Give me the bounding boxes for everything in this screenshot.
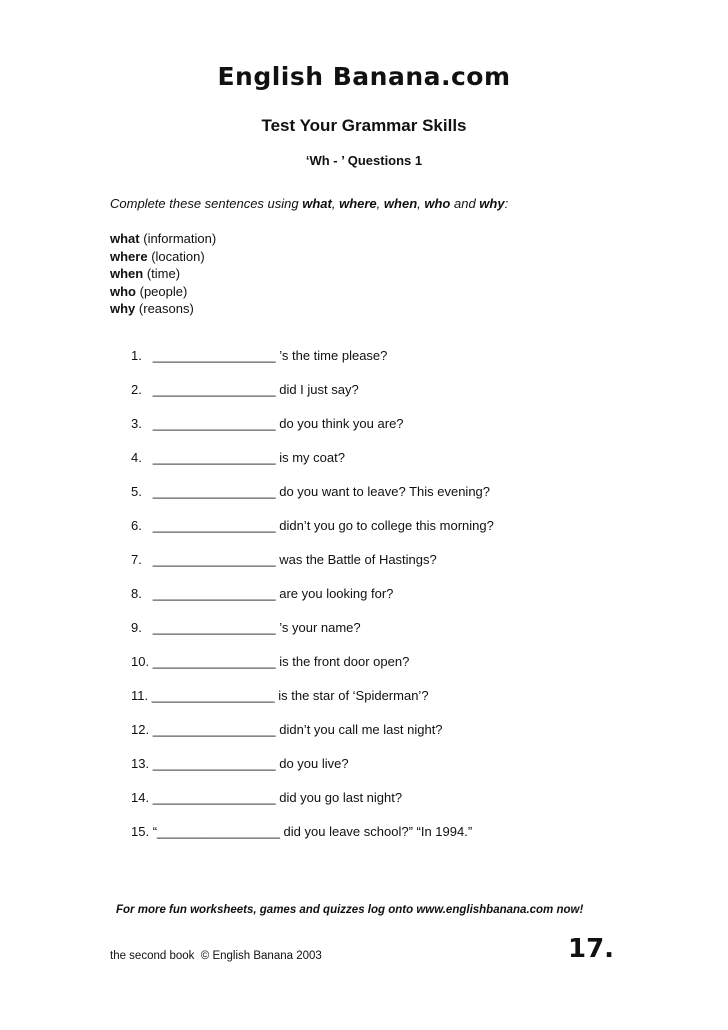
instructions-sep: , <box>376 196 384 211</box>
question-item <box>131 722 494 756</box>
answer-blank: _________________ <box>152 654 276 669</box>
question-number: 3. <box>131 416 153 431</box>
instructions-prefix: Complete these sentences using <box>110 196 303 211</box>
question-number: 10. <box>131 654 153 669</box>
key-row-who <box>110 283 216 301</box>
question-number: 5. <box>131 484 153 499</box>
page-subtitle: ‘Wh - ’ Questions 1 <box>305 153 423 168</box>
key-word: what <box>110 231 140 246</box>
instructions-suffix: : <box>504 196 509 211</box>
key-meaning: (reasons) <box>135 301 194 316</box>
question-item <box>131 450 494 484</box>
question-item <box>131 688 494 722</box>
answer-blank: _________________ <box>152 382 276 397</box>
question-text: are you looking for? <box>275 586 394 601</box>
question-text: was the Battle of Hastings? <box>275 552 437 567</box>
answer-blank: _________________ <box>152 518 276 533</box>
question-item <box>131 790 494 824</box>
key-word: where <box>110 248 148 264</box>
instructions-word-why: why <box>479 196 505 211</box>
instructions-sep: and <box>450 196 480 211</box>
answer-blank: _________________ <box>152 586 276 601</box>
question-item <box>131 518 494 552</box>
question-text: ’s the time please? <box>275 348 388 363</box>
question-item <box>131 586 494 620</box>
key-word: when <box>110 266 144 281</box>
question-item <box>131 416 494 450</box>
wh-word-key <box>110 230 216 318</box>
question-list <box>131 348 494 858</box>
footer-copyright: the second book © English Banana 2003 <box>110 950 322 962</box>
page-number: 17. <box>568 934 615 964</box>
answer-blank: _________________ <box>152 416 276 431</box>
question-number: 14. <box>131 790 153 805</box>
key-word: why <box>110 301 136 316</box>
instructions-word-where: where <box>339 196 377 211</box>
answer-blank: _________________ <box>152 722 276 737</box>
question-item <box>131 824 494 858</box>
instructions-word-who: who <box>424 196 451 211</box>
answer-blank: _________________ <box>152 790 276 805</box>
key-row-when <box>110 265 216 283</box>
question-text: do you think you are? <box>275 416 404 431</box>
question-text: didn’t you call me last night? <box>275 722 443 737</box>
question-text: didn’t you go to college this morning? <box>275 518 494 533</box>
answer-blank: _________________ <box>152 348 276 363</box>
key-meaning: (information) <box>139 231 217 246</box>
question-number: 4. <box>131 450 153 465</box>
instructions-word-what: what <box>302 196 332 211</box>
question-number: 7. <box>131 552 153 567</box>
question-item <box>131 348 494 382</box>
site-logo: English Banana.com <box>217 62 511 91</box>
question-item <box>131 484 494 518</box>
question-text: ’s your name? <box>275 620 361 635</box>
instructions <box>110 196 508 211</box>
page-title: Test Your Grammar Skills <box>261 116 467 135</box>
answer-blank: _________________ <box>152 484 276 499</box>
question-number: 8. <box>131 586 153 601</box>
key-row-why <box>110 300 216 318</box>
question-number: 9. <box>131 620 153 635</box>
instructions-word-when: when <box>383 196 418 211</box>
question-text: is my coat? <box>275 450 345 465</box>
question-number: 1. <box>131 348 153 363</box>
answer-blank: _________________ <box>151 688 275 703</box>
question-item <box>131 620 494 654</box>
answer-blank: _________________ <box>152 552 276 567</box>
question-number: 15. <box>131 824 153 839</box>
question-text: did you go last night? <box>275 790 403 805</box>
question-number: 2. <box>131 382 153 397</box>
question-number: 12. <box>131 722 153 737</box>
key-meaning: (people) <box>136 283 188 299</box>
question-text: do you want to leave? This evening? <box>275 484 491 499</box>
question-item <box>131 382 494 416</box>
instructions-sep: , <box>417 196 425 211</box>
key-meaning: (location) <box>147 248 205 264</box>
key-word: who <box>110 283 136 299</box>
question-text: do you live? <box>275 756 349 771</box>
question-item <box>131 756 494 790</box>
answer-blank: _________________ <box>152 620 276 635</box>
key-row-where <box>110 248 216 266</box>
question-text: did you leave school?” “In 1994.” <box>279 824 473 839</box>
instructions-sep: , <box>331 196 340 211</box>
question-text: is the star of ‘Spiderman’? <box>274 688 429 703</box>
answer-blank: “_________________ <box>152 824 280 839</box>
question-number: 6. <box>131 518 153 533</box>
question-text: did I just say? <box>275 382 359 397</box>
question-number: 11. <box>131 688 152 703</box>
footer-promo: For more fun worksheets, games and quizzes log onto www.englishbanana.com now! <box>116 904 584 916</box>
question-text: is the front door open? <box>275 654 410 669</box>
question-item <box>131 654 494 688</box>
key-row-what <box>110 230 216 248</box>
question-number: 13. <box>131 756 153 771</box>
answer-blank: _________________ <box>152 450 276 465</box>
question-item <box>131 552 494 586</box>
key-meaning: (time) <box>143 266 181 281</box>
answer-blank: _________________ <box>152 756 276 771</box>
